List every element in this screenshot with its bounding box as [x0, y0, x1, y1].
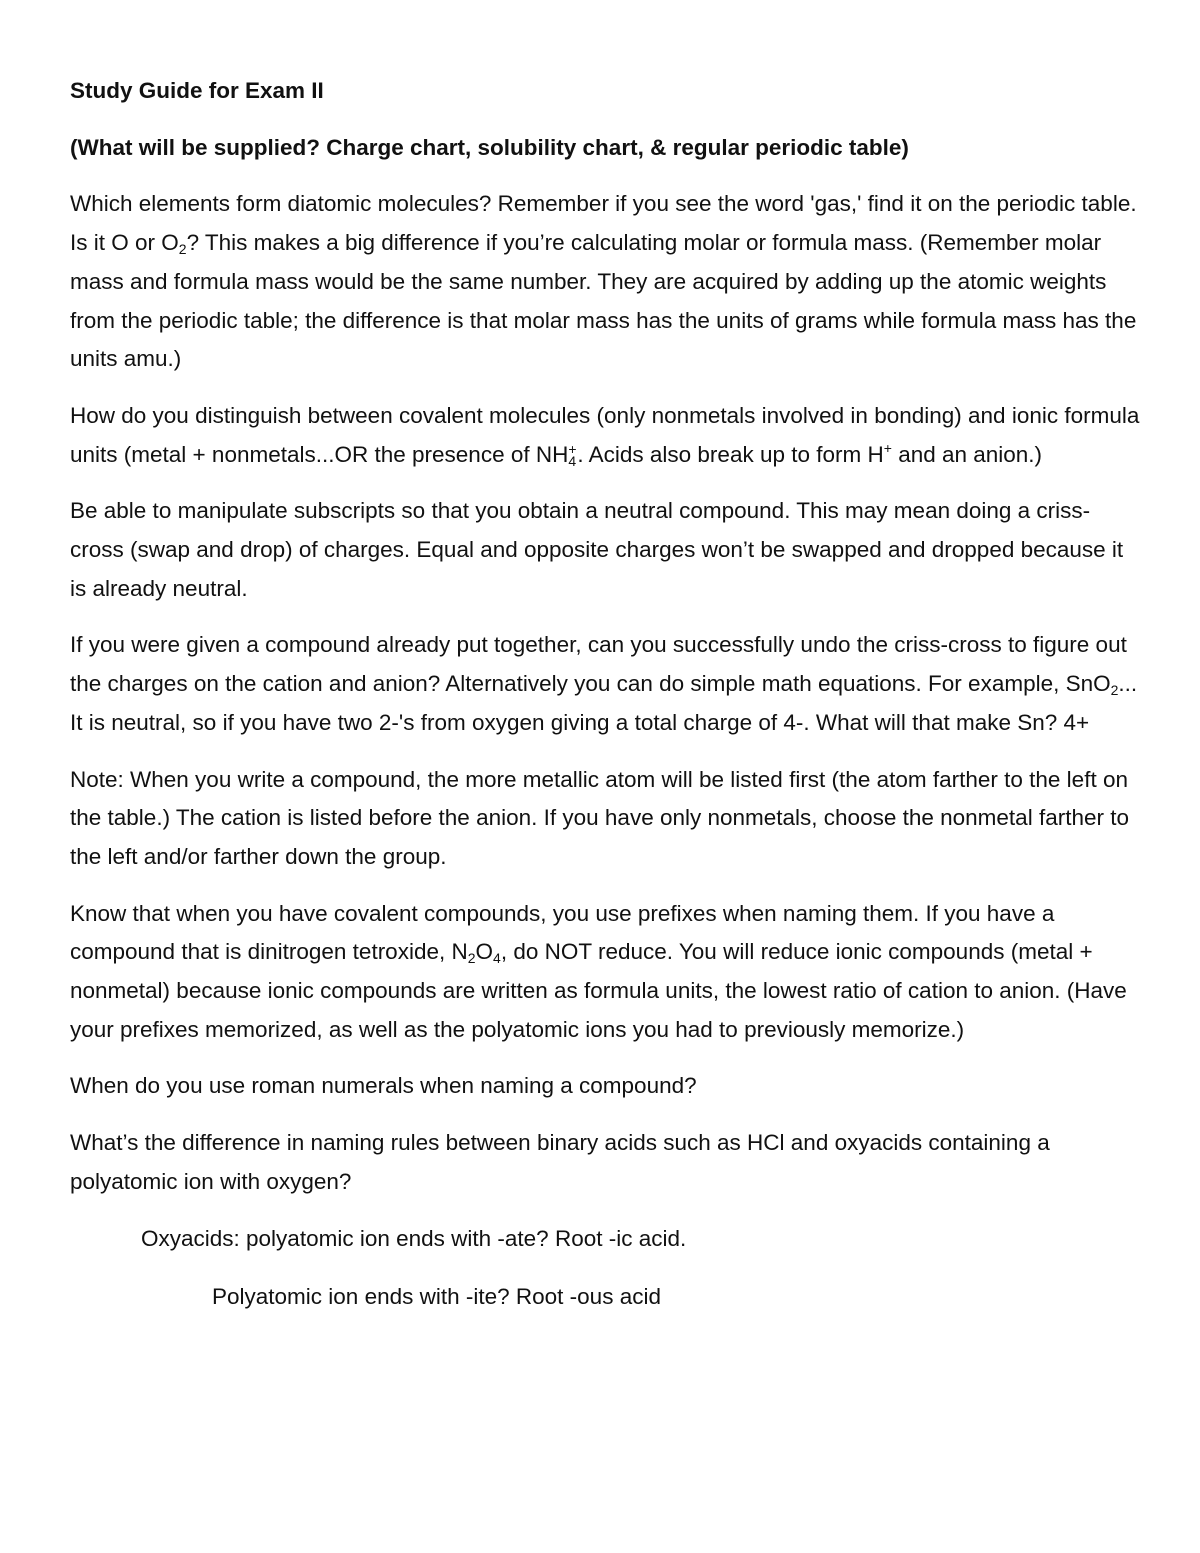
paragraph-roman-numerals: When do you use roman numerals when naming a compound? — [70, 1073, 697, 1099]
prefixes-subscript-1: 2 — [467, 950, 476, 967]
oxyacids-ate-rule: Oxyacids: polyatomic ion ends with -ate? Root -ic acid. — [141, 1225, 687, 1251]
undo-text-b: ... It is neutral, so if you have two 2-'s from oxygen giving a total charge of 4-. What will that make Sn? 4+ — [70, 671, 1138, 735]
covalent-text-a: How do you distinguish between covalent molecules (only nonmetals involved in bonding) and ionic formula units (metal + nonmetals...OR the presence of NH — [70, 402, 1140, 467]
diatomic-text-a: Which elements form diatomic molecules? Remember if you see the word 'gas,' find it on the periodic table. Is it O or O — [70, 191, 1137, 256]
supplied-materials: (What will be supplied? Charge chart, solubility chart, & regular periodic table) — [70, 134, 909, 160]
hydrogen-superscript: + — [883, 439, 892, 456]
document-page — [70, 72, 1140, 1335]
document-title: Study Guide for Exam II — [70, 78, 324, 103]
ammonium-superscript: + — [568, 440, 577, 457]
ammonium-subscript: 4 — [568, 452, 577, 469]
paragraph-subscripts: Be able to manipulate subscripts so that you obtain a neutral compound. This may mean doing a criss-cross (swap and drop) of charges. Equal and opposite charges won’t be swapped and dropped because it is already neutral. — [70, 498, 1124, 601]
covalent-text-c: and an anion.) — [891, 441, 1043, 467]
prefixes-text-a: Know that when you have covalent compounds, you use prefixes when naming them. If you have a compound that is dinitrogen tetroxide, N — [70, 900, 1055, 965]
paragraph-prefixes — [70, 895, 1140, 1050]
paragraph-note: Note: When you write a compound, the more metallic atom will be listed first (the atom farther to the left on the table.) The cation is listed before the anion. If you have only nonmetals, choose the nonmetal farther to the left and/or farther down the group. — [70, 766, 1129, 869]
prefixes-oxygen: O — [475, 939, 494, 965]
paragraph-covalent-ionic — [70, 397, 1140, 474]
prefixes-subscript-2: 4 — [493, 950, 501, 967]
covalent-text-b: . Acids also break up to form H — [577, 441, 884, 467]
diatomic-text-b: ? This makes a big difference if you’re calculating molar or formula mass. (Remember molar mass and formula mass would be the same number. They are acquired by adding up the atomic weights from the periodic table; the difference is that molar mass has the units of grams while formula mass has the units amu.) — [70, 230, 1137, 372]
oxyacids-ite-rule: Polyatomic ion ends with -ite? Root -ous acid — [212, 1284, 661, 1310]
paragraph-acids: What’s the difference in naming rules between binary acids such as HCl and oxyacids containing a polyatomic ion with oxygen? — [70, 1130, 1050, 1194]
paragraph-diatomic — [70, 185, 1140, 379]
undo-subscript: 2 — [1110, 682, 1119, 699]
diatomic-subscript: 2 — [178, 241, 187, 258]
undo-text-a: If you were given a compound already put together, can you successfully undo the criss-cross to figure out the charges on the cation and anion? Alternatively you can do simple math equations. For example, SnO — [70, 632, 1127, 697]
paragraph-undo-criss-cross — [70, 626, 1140, 742]
prefixes-text-b: , do NOT reduce. You will reduce ionic compounds (metal + nonmetal) because ionic compounds are written as formula units, the lowest ratio of cation to anion. (Have your prefixes memorized, as well as the polyatomic ions you had to previously memorize.) — [70, 939, 1127, 1042]
ammonium-charge — [568, 440, 577, 469]
